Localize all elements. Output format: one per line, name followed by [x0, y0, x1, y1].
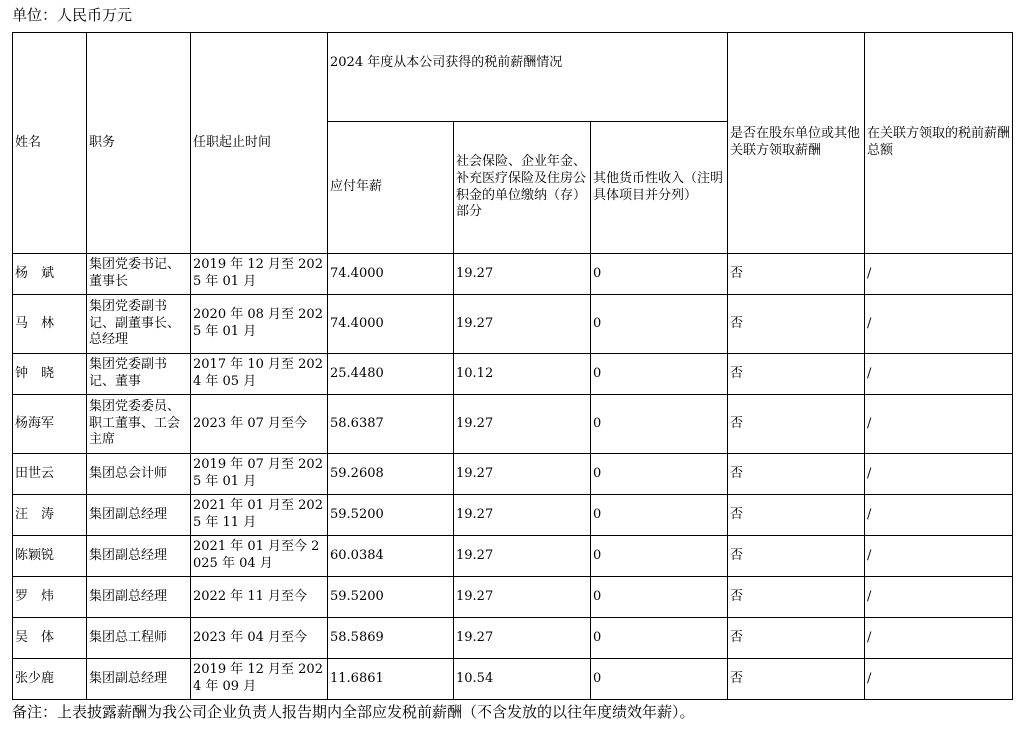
cell-term: 2019 年 12 月至 2024 年 09 月 — [191, 659, 328, 700]
cell-social: 19.27 — [454, 577, 591, 618]
cell-name: 汪 涛 — [13, 495, 87, 536]
table-row — [13, 254, 1013, 295]
table-row — [13, 577, 1013, 618]
cell-salary: 60.0384 — [328, 536, 454, 577]
cell-position: 集团党委副书记、董事 — [87, 354, 191, 395]
header-other-income: 其他货币性收入（注明具体项目并分列） — [591, 122, 728, 254]
cell-other: 0 — [591, 659, 728, 700]
unit-label: 单位：人民币万元 — [12, 6, 133, 24]
cell-salary: 74.4000 — [328, 295, 454, 354]
cell-social: 19.27 — [454, 618, 591, 659]
cell-related-total: / — [865, 536, 1013, 577]
header-social-insurance: 社会保险、企业年金、补充医疗保险及住房公积金的单位缴纳（存）部分 — [454, 122, 591, 254]
cell-related-total: / — [865, 295, 1013, 354]
cell-term: 2021 年 01 月至今 2025 年 04 月 — [191, 536, 328, 577]
cell-related-total: / — [865, 618, 1013, 659]
cell-social: 19.27 — [454, 254, 591, 295]
cell-salary: 58.5869 — [328, 618, 454, 659]
table-row — [13, 618, 1013, 659]
cell-related: 否 — [728, 659, 865, 700]
cell-term: 2020 年 08 月至 2025 年 01 月 — [191, 295, 328, 354]
cell-salary: 59.5200 — [328, 577, 454, 618]
cell-position: 集团总会计师 — [87, 454, 191, 495]
cell-social: 19.27 — [454, 495, 591, 536]
cell-name: 杨海军 — [13, 395, 87, 454]
table-row — [13, 659, 1013, 700]
table-row — [13, 536, 1013, 577]
cell-name: 张少鹿 — [13, 659, 87, 700]
cell-related: 否 — [728, 577, 865, 618]
cell-other: 0 — [591, 295, 728, 354]
cell-position: 集团党委书记、董事长 — [87, 254, 191, 295]
cell-name: 钟 晓 — [13, 354, 87, 395]
cell-social: 19.27 — [454, 395, 591, 454]
cell-name: 罗 炜 — [13, 577, 87, 618]
cell-related-total: / — [865, 577, 1013, 618]
cell-term: 2023 年 07 月至今 — [191, 395, 328, 454]
header-annual-salary: 应付年薪 — [328, 122, 454, 254]
cell-position: 集团副总经理 — [87, 577, 191, 618]
header-name: 姓名 — [13, 33, 87, 254]
cell-related: 否 — [728, 254, 865, 295]
cell-salary: 11.6861 — [328, 659, 454, 700]
cell-social: 10.54 — [454, 659, 591, 700]
header-position: 职务 — [87, 33, 191, 254]
cell-salary: 25.4480 — [328, 354, 454, 395]
cell-position: 集团副总经理 — [87, 659, 191, 700]
header-group: 2024 年度从本公司获得的税前薪酬情况 — [328, 33, 728, 122]
cell-related-total: / — [865, 254, 1013, 295]
salary-table — [12, 32, 1013, 700]
cell-social: 19.27 — [454, 454, 591, 495]
cell-position: 集团党委委员、职工董事、工会主席 — [87, 395, 191, 454]
cell-name: 杨 斌 — [13, 254, 87, 295]
cell-related-total: / — [865, 495, 1013, 536]
cell-related-total: / — [865, 395, 1013, 454]
table-row — [13, 454, 1013, 495]
cell-related: 否 — [728, 454, 865, 495]
cell-other: 0 — [591, 618, 728, 659]
cell-position: 集团总工程师 — [87, 618, 191, 659]
cell-other: 0 — [591, 395, 728, 454]
cell-name: 马 林 — [13, 295, 87, 354]
cell-position: 集团党委副书记、副董事长、总经理 — [87, 295, 191, 354]
cell-salary: 58.6387 — [328, 395, 454, 454]
cell-salary: 59.2608 — [328, 454, 454, 495]
cell-other: 0 — [591, 495, 728, 536]
table-row — [13, 495, 1013, 536]
cell-other: 0 — [591, 454, 728, 495]
cell-related: 否 — [728, 536, 865, 577]
cell-name: 田世云 — [13, 454, 87, 495]
cell-social: 19.27 — [454, 536, 591, 577]
footnote: 备注：上表披露薪酬为我公司企业负责人报告期内全部应发税前薪酬（不含发放的以往年度绩效年薪）。 — [12, 703, 695, 721]
header-term: 任职起止时间 — [191, 33, 328, 254]
cell-related: 否 — [728, 395, 865, 454]
cell-term: 2019 年 12 月至 2025 年 01 月 — [191, 254, 328, 295]
cell-other: 0 — [591, 254, 728, 295]
cell-other: 0 — [591, 577, 728, 618]
cell-other: 0 — [591, 536, 728, 577]
cell-name: 陈颖锐 — [13, 536, 87, 577]
cell-term: 2022 年 11 月至今 — [191, 577, 328, 618]
cell-term: 2021 年 01 月至 2025 年 11 月 — [191, 495, 328, 536]
cell-related: 否 — [728, 495, 865, 536]
cell-social: 10.12 — [454, 354, 591, 395]
cell-salary: 59.5200 — [328, 495, 454, 536]
cell-salary: 74.4000 — [328, 254, 454, 295]
cell-term: 2023 年 04 月至今 — [191, 618, 328, 659]
cell-position: 集团副总经理 — [87, 536, 191, 577]
table-row — [13, 395, 1013, 454]
cell-other: 0 — [591, 354, 728, 395]
cell-position: 集团副总经理 — [87, 495, 191, 536]
cell-related: 否 — [728, 354, 865, 395]
header-related-party: 是否在股东单位或其他关联方领取薪酬 — [728, 33, 865, 254]
cell-name: 吴 体 — [13, 618, 87, 659]
cell-related-total: / — [865, 454, 1013, 495]
header-related-total: 在关联方领取的税前薪酬总额 — [865, 33, 1013, 254]
cell-related-total: / — [865, 354, 1013, 395]
cell-term: 2017 年 10 月至 2024 年 05 月 — [191, 354, 328, 395]
cell-term: 2019 年 07 月至 2025 年 01 月 — [191, 454, 328, 495]
cell-related-total: / — [865, 659, 1013, 700]
cell-related: 否 — [728, 618, 865, 659]
cell-related: 否 — [728, 295, 865, 354]
table-row — [13, 354, 1013, 395]
cell-social: 19.27 — [454, 295, 591, 354]
table-row — [13, 295, 1013, 354]
